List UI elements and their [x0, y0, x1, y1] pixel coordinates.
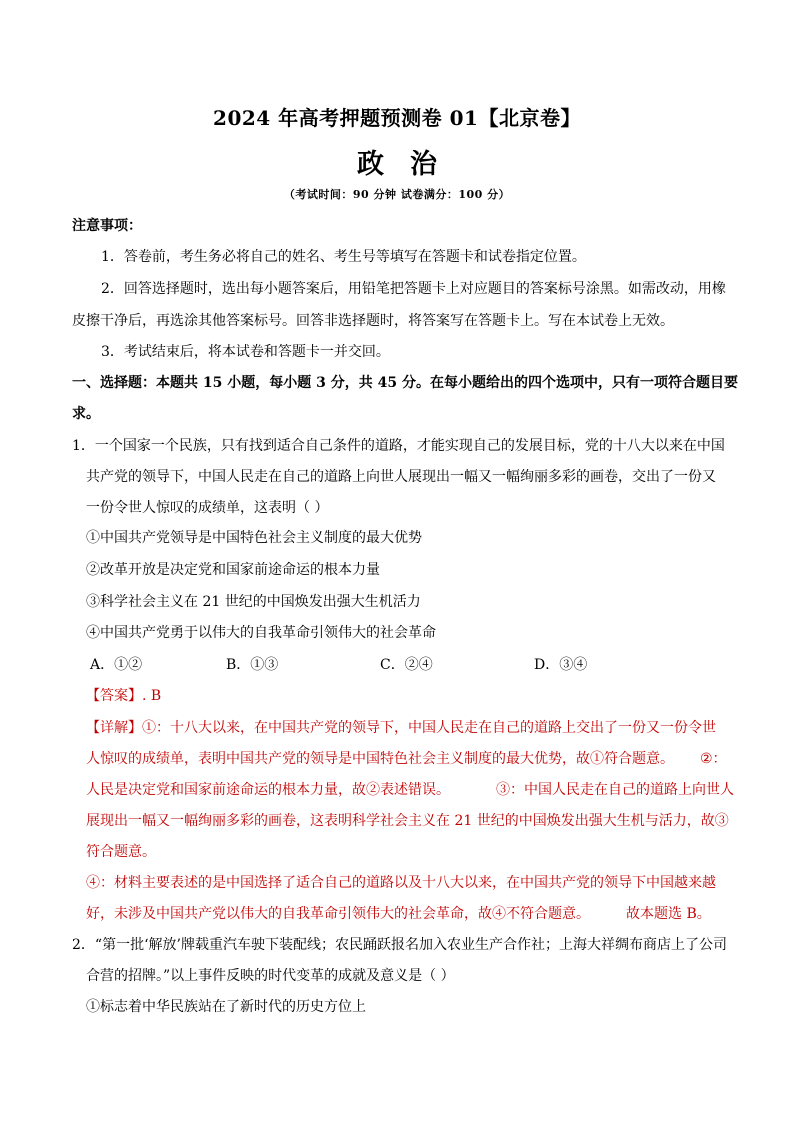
notice-item-2-line-2: 皮擦干净后，再选涂其他答案标号。回答非选择题时，将答案写在答题卡上。写在本试卷上无效。 [72, 313, 674, 329]
notice-item-3: 3．考试结束后，将本试卷和答题卡一并交回。 [101, 344, 390, 360]
q1-option-c: C．②④ [380, 657, 433, 673]
section-1-heading-line-2: 求。 [72, 406, 100, 422]
notice-item-2-line-1: 2．回答选择题时，选出每小题答案后，用铅笔把答题卡上对应题目的答案标号涂黑。如需改动，用橡 [101, 281, 726, 297]
detail-label: 【详解】 [86, 720, 142, 736]
detail-text-7: 好，未涉及中国共产党以伟大的自我革命引领伟大的社会革命，故④不符合题意。 [86, 906, 590, 922]
q1-detail-line-3 [86, 780, 746, 800]
detail-text-7b: 故本题选 B。 [626, 906, 711, 922]
q1-detail-line-7 [86, 904, 746, 924]
q1-detail-line-2 [86, 749, 746, 769]
q1-statement-1: ①中国共产党领导是中国特色社会主义制度的最大优势 [86, 530, 422, 546]
q1-option-a: A．①② [90, 657, 143, 673]
answer-value: . B [142, 688, 162, 704]
q2-statement-1: ①标志着中华民族站在了新时代的历史方位上 [86, 999, 366, 1015]
q1-option-d: D．③④ [534, 657, 588, 673]
section-1-heading-line-1: 一、选择题：本题共 15 小题，每小题 3 分，共 45 分。在每小题给出的四个选项中，只有一项符合题目要 [72, 375, 738, 391]
q1-statement-2: ②改革开放是决定党和国家前途命运的根本力量 [86, 562, 380, 578]
detail-text-1: ①：十八大以来，在中国共产党的领导下，中国人民走在自己的道路上交出了一份又一份令世 [142, 720, 716, 736]
q1-detail-line-5: 符合题意。 [86, 844, 156, 860]
detail-text-2b: ②： [700, 751, 727, 767]
q1-statement-3: ③科学社会主义在 21 世纪的中国焕发出强大生机活力 [86, 594, 421, 610]
q1-detail-line-4: 展现出一幅又一幅绚丽多彩的画卷，这表明科学社会主义在 21 世纪的中国焕发出强大生机与活力，故③ [86, 813, 729, 829]
q1-detail-line-1 [86, 718, 746, 738]
q1-stem-line-3: 一份令世人惊叹的成绩单，这表明（ ） [86, 500, 329, 516]
q1-stem-line-2: 共产党的领导下，中国人民走在自己的道路上向世人展现出一幅又一幅绚丽多彩的画卷，交出了一份又 [86, 469, 716, 485]
notice-heading: 注意事项： [72, 218, 142, 234]
exam-title: 2024 年高考押题预测卷 01【北京卷】 [213, 106, 581, 130]
q1-stem-line-1: 1．一个国家一个民族，只有找到适合自己条件的道路，才能实现自己的发展目标，党的十八大以来在中国 [72, 438, 725, 454]
q2-stem-line-1: 2．“第一批‘解放’牌载重汽车驶下装配线；农民踊跃报名加入农业生产合作社；上海大祥绸布商店上了公司 [72, 937, 727, 953]
detail-text-3: 人民是决定党和国家前途命运的根本力量，故②表述错误。 [86, 782, 450, 798]
q1-detail-line-6: ④：材料主要表述的是中国选择了适合自己的道路以及十八大以来，在中国共产党的领导下中国越来越 [86, 875, 716, 891]
q1-statement-4: ④中国共产党勇于以伟大的自我革命引领伟大的社会革命 [86, 625, 436, 641]
q2-stem-line-2: 合营的招牌。”以上事件反映的时代变革的成就及意义是（ ） [86, 968, 455, 984]
notice-item-1: 1．答卷前，考生务必将自己的姓名、考生号等填写在答题卡和试卷指定位置。 [101, 249, 586, 265]
detail-text-3b: ③：中国人民走在自己的道路上向世人 [496, 782, 734, 798]
detail-text-2: 人惊叹的成绩单，表明中国共产党的领导是中国特色社会主义制度的最大优势，故①符合题意。 [86, 751, 674, 767]
q1-option-b: B．①③ [226, 657, 279, 673]
answer-label: 【答案】 [86, 688, 142, 704]
exam-meta: （考试时间：90 分钟 试卷满分：100 分） [283, 188, 511, 201]
exam-subject: 政治 [357, 149, 463, 180]
q1-answer [86, 686, 746, 706]
